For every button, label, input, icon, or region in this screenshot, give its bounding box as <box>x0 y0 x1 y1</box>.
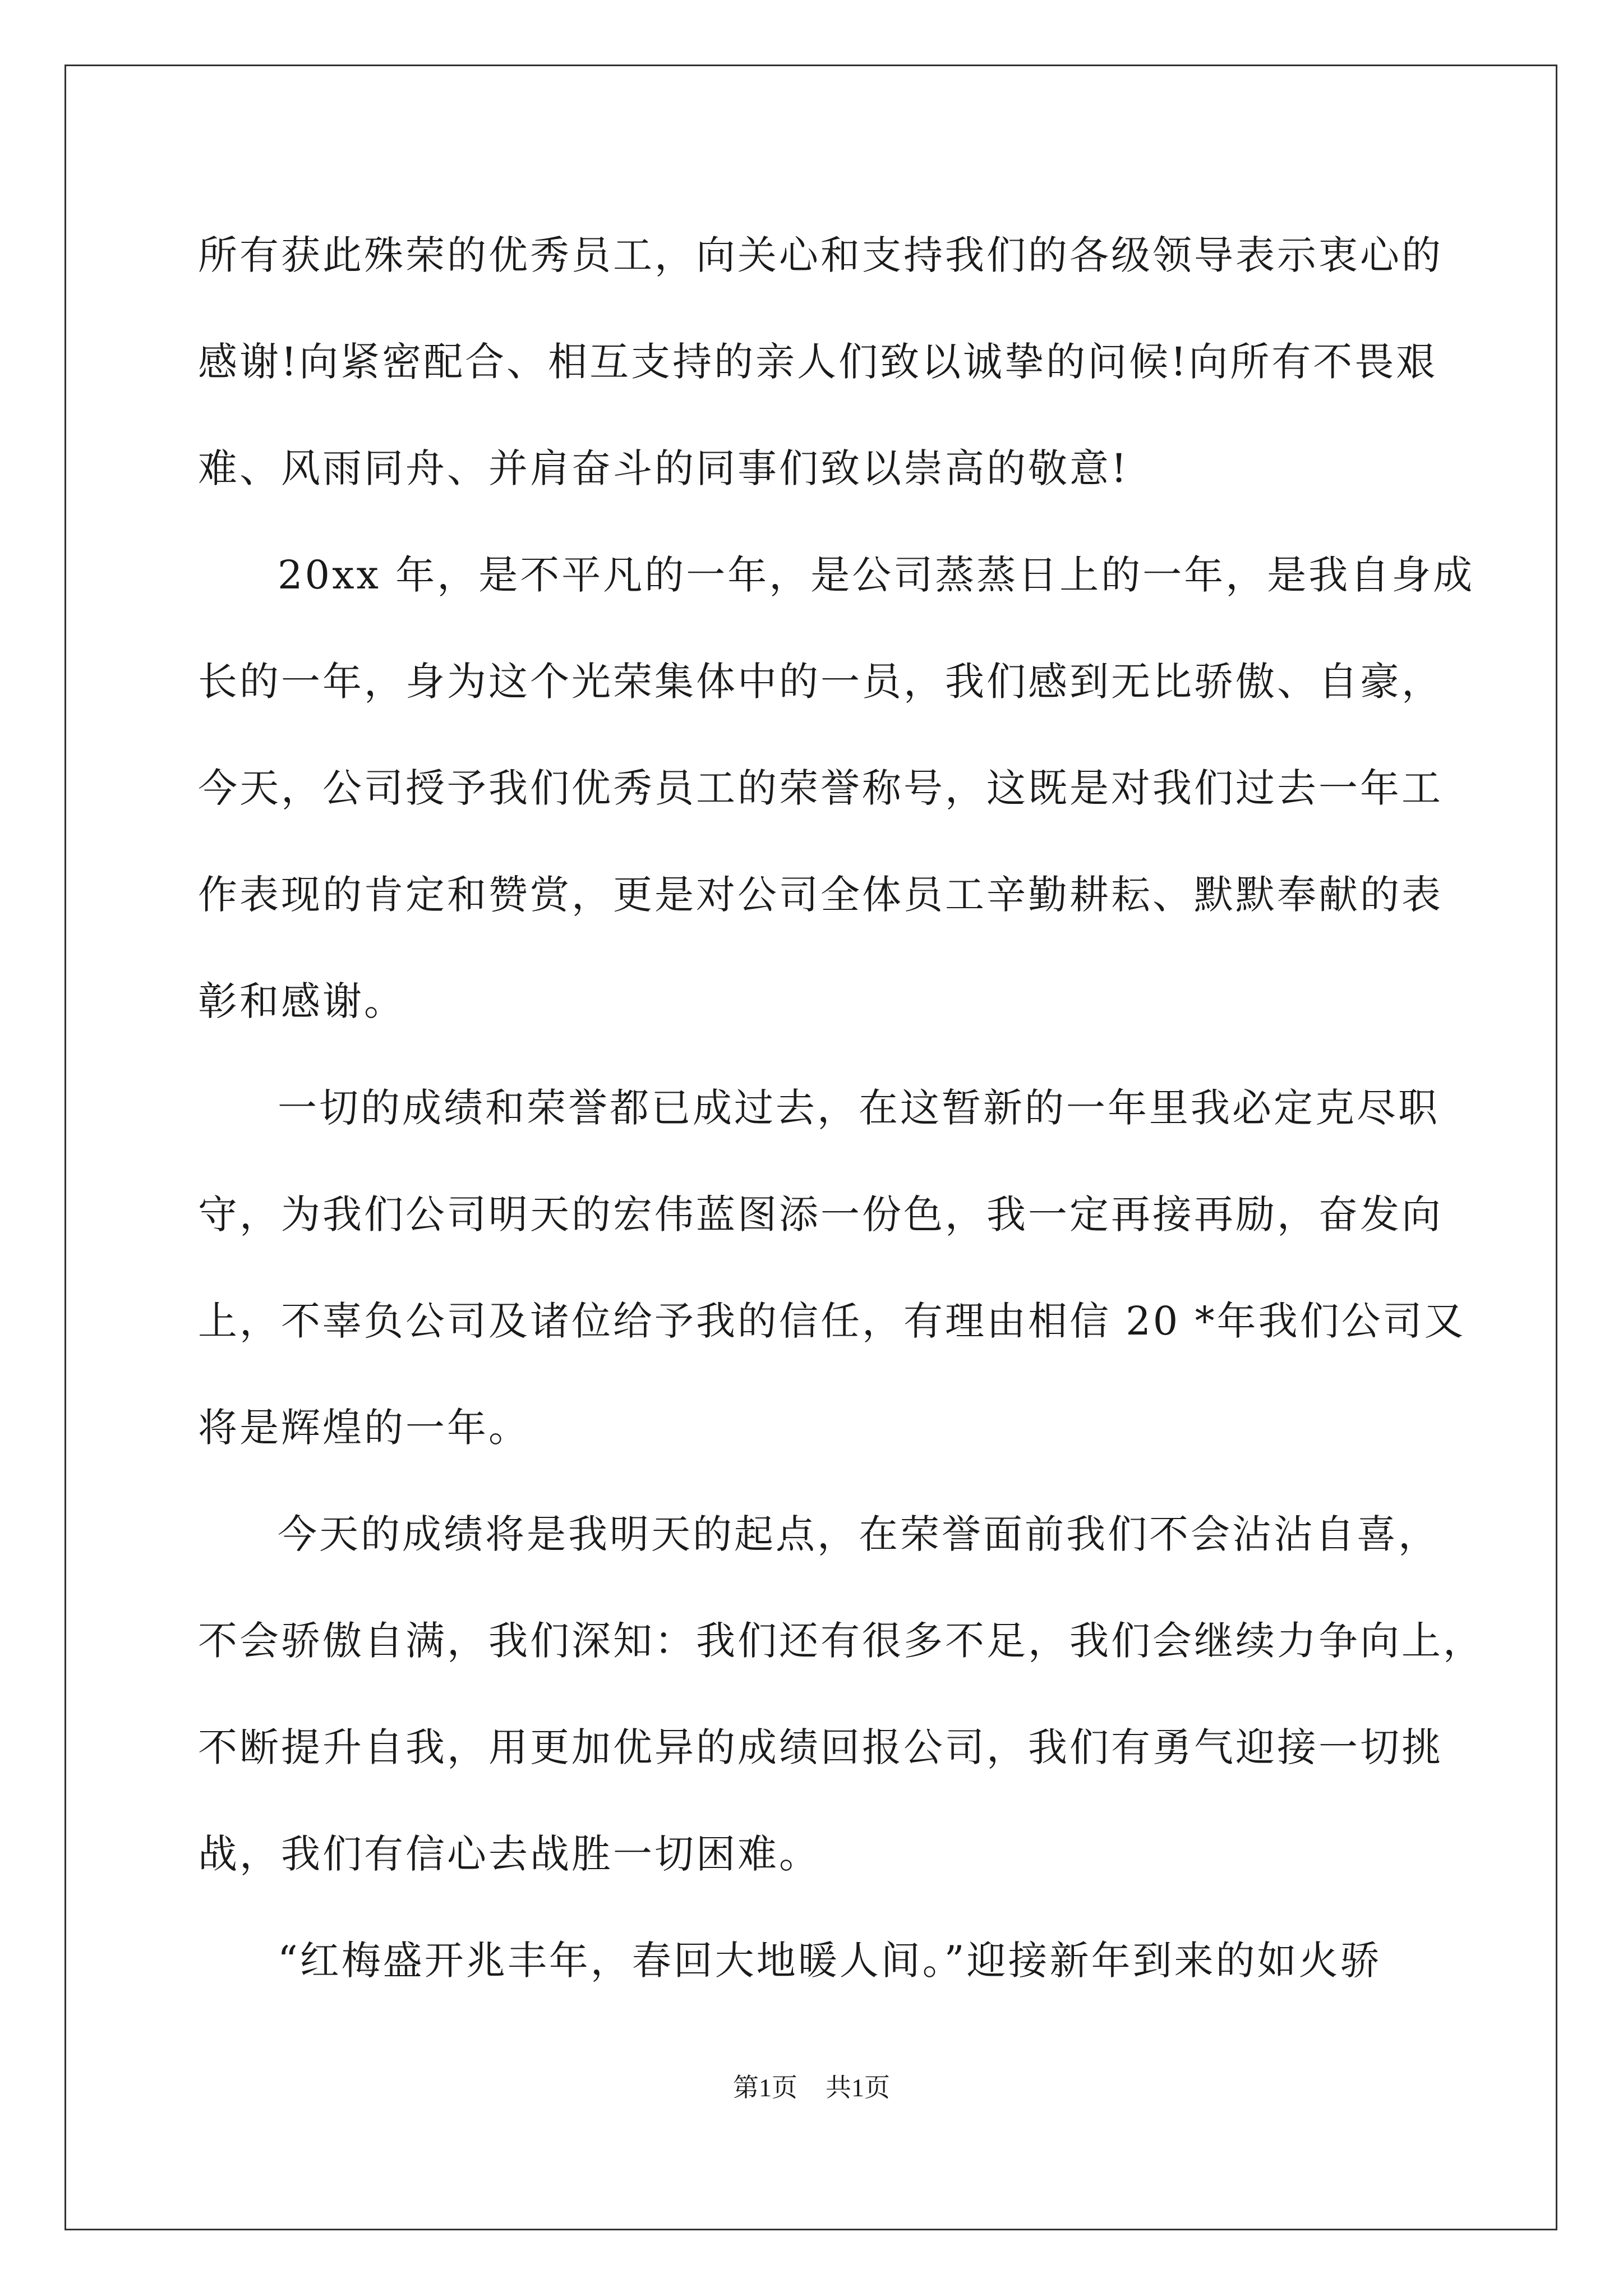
text-line: 所有获此殊荣的优秀员工，向关心和支持我们的各级领导表示衷心的 <box>198 232 1443 278</box>
document-body <box>198 206 1484 2014</box>
text-line: “红梅盛开兆丰年，春回大地暖人间。”迎接新年到来的如火骄 <box>278 1938 1382 1984</box>
text-line: 20xx 年，是不平凡的一年，是公司蒸蒸日上的一年，是我自身成 <box>278 552 1475 598</box>
text-line: 今天的成绩将是我明天的起点，在荣誉面前我们不会沾沾自喜， <box>278 1511 1440 1557</box>
text-line: 彰和感谢。 <box>198 978 405 1024</box>
text-line: 作表现的肯定和赞赏，更是对公司全体员工辛勤耕耘、默默奉献的表 <box>198 872 1443 918</box>
page-number: 第1页 <box>733 2073 797 2102</box>
text-line: 感谢!向紧密配合、相互支持的亲人们致以诚挚的问候!向所有不畏艰 <box>198 339 1438 385</box>
paragraph-3 <box>198 1055 1466 1481</box>
text-line: 长的一年，身为这个光荣集体中的一员，我们感到无比骄傲、自豪， <box>198 659 1443 705</box>
text-line: 不断提升自我，用更加优异的成绩回报公司，我们有勇气迎接一切挑 <box>198 1724 1443 1770</box>
text-line: 将是辉煌的一年。 <box>198 1405 530 1451</box>
text-line: 上，不辜负公司及诸位给予我的信任，有理由相信 20 *年我们公司又 <box>198 1298 1466 1344</box>
paragraph-1 <box>198 202 1443 522</box>
text-line: 难、风雨同舟、并肩奋斗的同事们致以崇高的敬意! <box>198 445 1129 491</box>
page-footer <box>0 2067 1623 2104</box>
text-line: 今天，公司授予我们优秀员工的荣誉称号，这既是对我们过去一年工 <box>198 765 1443 811</box>
paragraph-4 <box>198 1481 1484 1907</box>
text-line: 一切的成绩和荣誉都已成过去，在这暂新的一年里我必定克尽职 <box>278 1085 1440 1131</box>
paragraph-5 <box>198 1907 1432 2014</box>
page-count: 共1页 <box>826 2073 890 2102</box>
text-line: 战，我们有信心去战胜一切困难。 <box>198 1831 820 1877</box>
text-line: 守，为我们公司明天的宏伟蓝图添一份色，我一定再接再励，奋发向 <box>198 1191 1443 1237</box>
text-line: 不会骄傲自满，我们深知：我们还有很多不足，我们会继续力争向上， <box>198 1618 1484 1664</box>
paragraph-2 <box>198 522 1475 1055</box>
